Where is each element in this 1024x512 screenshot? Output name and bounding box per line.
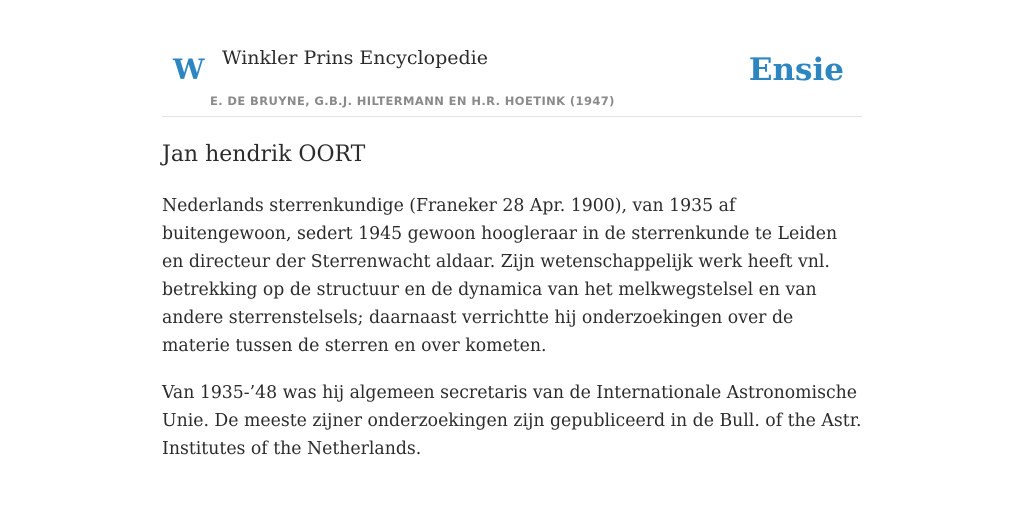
source-logo-icon[interactable]: W [173,53,205,86]
article-title: Jan hendrik OORT [162,142,366,167]
source-header [162,0,862,117]
article-paragraph: Nederlands sterrenkundige (Franeker 28 Apr. 1900), van 1935 af buitengewoon, sedert 1945 gewoon hoogleraar in de sterrenkunde te Leiden en directeur der Sterrenwacht aldaar. Zijn wetenschappelijk werk heeft vnl. betrekking op de structuur en de dynamica van het melkwegstelsel en van andere sterrenstelsels; daarnaast verrichtte hij onderzoekingen over de materie tussen de sterren en over kometen. [162,196,838,356]
ensie-logo[interactable]: Ensie [748,52,844,88]
source-authors: E. DE BRUYNE, G.B.J. HILTERMANN EN H.R. HOETINK (1947) [210,94,615,108]
source-title-link[interactable]: Winkler Prins Encyclopedie [222,47,488,69]
article-paragraph: Van 1935-’48 was hij algemeen secretaris van de Internationale Astronomische Unie. De meeste zijner onderzoekingen zijn gepubliceerd in de Bull. of the Astr. Institutes of the Netherlands. [162,383,862,459]
article-content [162,138,862,463]
